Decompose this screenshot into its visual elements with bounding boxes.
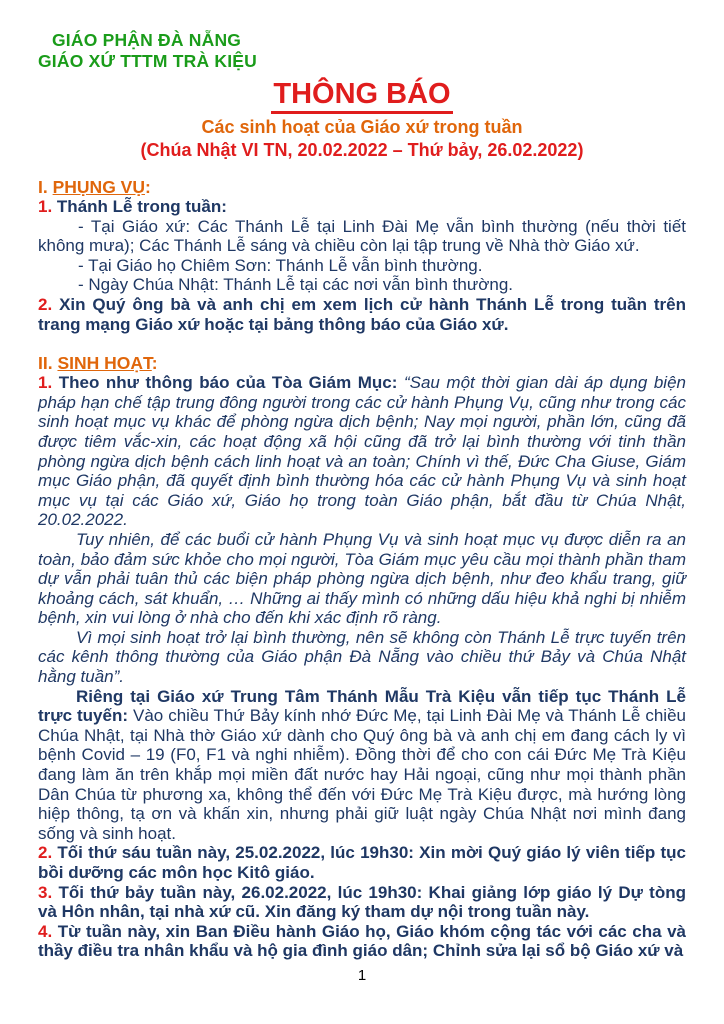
section-2-item-2 — [38, 843, 686, 882]
item-label: Thánh Lễ trong tuần: — [56, 197, 227, 216]
section-1-bullet-1: - Tại Giáo xứ: Các Thánh Lễ tại Linh Đài Mẹ vẫn bình thường (nếu thời tiết không mưa); Các Thánh Lễ sáng và chiều còn lại tập trung về Nhà thờ Giáo xứ. — [38, 216, 686, 256]
online-mass-paragraph — [38, 687, 686, 844]
section-1-item-1 — [38, 197, 686, 217]
section-2-item-4 — [38, 922, 686, 961]
section-1-item-2 — [38, 295, 686, 334]
section-1-bullet-2: - Tại Giáo họ Chiêm Sơn: Thánh Lễ vẫn bình thường. — [78, 255, 483, 275]
section-1-heading: I. PHỤNG VỤ: — [38, 177, 151, 197]
online-mass-lead: Riêng tại Giáo xứ Trung Tâm Thánh Mẫu Trà Kiệu vẫn tiếp tục Thánh Lễ trực tuyến: — [38, 686, 686, 726]
document-date-range: (Chúa Nhật VI TN, 20.02.2022 – Thứ bảy, 26.02.2022) — [140, 140, 584, 160]
item-number: 1. — [38, 197, 53, 216]
item-number: 2. — [38, 294, 53, 314]
section-2-title: SINH HOẠT — [57, 353, 152, 374]
page-number: 1 — [357, 967, 367, 984]
section-2-item-3 — [38, 883, 686, 922]
document-subtitle: Các sinh hoạt của Giáo xứ trong tuần — [201, 117, 523, 137]
letterhead — [38, 30, 686, 72]
bishop-quote-part-1: “Sau một thời gian dài áp dụng biện pháp hạn chế tập trung đông người trong các cử hành Phụng Vụ, cũng như trong các sinh hoạt mục vụ khác để phòng ngừa dịch bệnh; Nay mọi người, phần lớn, cũng đã được tiêm vắc-xin, các hoạt động xã hội cũng đã trở lại bình thường với tinh thần phòng ngừa dịch bệnh cách linh hoạt và an toàn; Chính vì thế, Đức Cha Giuse, Giám mục Giáo phận, đã quyết định bình thường hóa các cử hành Phụng Vụ và sinh hoạt mục vụ tại các Giáo xứ, Giáo họ trong toàn Giáo phận, bắt đầu từ Chúa Nhật, 20.02.2022. — [38, 373, 686, 530]
title-block — [38, 78, 686, 114]
item-number: 2. — [38, 843, 53, 863]
item-text: Xin Quý ông bà và anh chị em xem lịch cử hành Thánh Lễ trong tuần trên trang mạng Giáo xứ hoặc tại bảng thông báo của Giáo xứ. — [38, 294, 686, 334]
section-2-heading: II. SINH HOẠT: — [38, 353, 158, 374]
online-mass-body: Vào chiều Thứ Bảy kính nhớ Đức Mẹ, tại Linh Đài Mẹ và Thánh Lễ chiều Chúa Nhật, tại Nhà thờ Giáo xứ dành cho Quý ông bà và anh chị em đang cách ly vì bệnh Covid – 19 (F0, F1 và nghi nhiễm). Đồng thời để cho con cái Đức Mẹ Trà Kiệu đang làm ăn trên khắp mọi miền đất nước hay Hải ngoại, cũng như mọi thành phần Dân Chúa từ phương xa, không thể đến với Đức Mẹ Trà Kiệu được, mà hướng lòng hiệp thông, tạ ơn và khấn xin, nhưng phải giữ luật ngày Chúa Nhật nơi mình đang sống và sinh hoạt. — [38, 706, 686, 843]
diocese-name: GIÁO PHẬN ĐÀ NẴNG — [52, 30, 242, 50]
section-1-title: PHỤNG VỤ — [52, 177, 145, 197]
item-text: Từ tuần này, xin Ban Điều hành Giáo họ, Giáo khóm cộng tác với các cha và thầy điều tra nhân khẩu và hộ gia đình giáo dân; Chỉnh sửa lại sổ bộ Giáo xứ và — [38, 921, 686, 961]
section-2-item-1 — [38, 373, 686, 530]
item-number: 3. — [38, 882, 53, 902]
section-1-bullet-3: - Ngày Chúa Nhật: Thánh Lễ tại các nơi vẫn bình thường. — [78, 275, 514, 295]
item-number: 1. — [38, 373, 53, 393]
item-label: Theo như thông báo của Tòa Giám Mục: — [58, 373, 398, 393]
item-text: Tối thứ sáu tuần này, 25.02.2022, lúc 19h30: Xin mời Quý giáo lý viên tiếp tục bồi dưỡng các môn học Kitô giáo. — [38, 843, 686, 882]
item-text: Tối thứ bảy tuần này, 26.02.2022, lúc 19h30: Khai giảng lớp giáo lý Dự tòng và Hôn nhân, tại nhà xứ cũ. Xin đăng ký tham dự nội trong tuần này. — [38, 882, 686, 922]
item-number: 4. — [38, 921, 53, 941]
bishop-quote-part-2: Tuy nhiên, để các buổi cử hành Phụng Vụ và sinh hoạt mục vụ được diễn ra an toàn, bảo đảm sức khỏe cho mọi người, Tòa Giám mục yêu cầu mọi thành phần tham dự vẫn phải tuân thủ các biện pháp phòng ngừa dịch bệnh, như đeo khẩu trang, giữ khoảng cách, sát khuẩn, … Những ai thấy mình có những dấu hiệu khả nghi bị nhiễm bệnh, xin vui lòng ở nhà cho đến khi xác định rõ ràng. — [38, 529, 686, 628]
bishop-quote-part-3: Vì mọi sinh hoạt trở lại bình thường, nên sẽ không còn Thánh Lễ trực tuyến trên các kênh thông thường của Giáo phận Đà Nẵng vào chiều thứ Bảy và Chúa Nhật hằng tuần”. — [38, 627, 686, 687]
parish-name: GIÁO XỨ TTTM TRÀ KIỆU — [38, 51, 257, 71]
document-title: THÔNG BÁO — [271, 78, 452, 114]
section-2-number: II. — [38, 353, 53, 374]
section-1-number: I. — [38, 177, 48, 197]
